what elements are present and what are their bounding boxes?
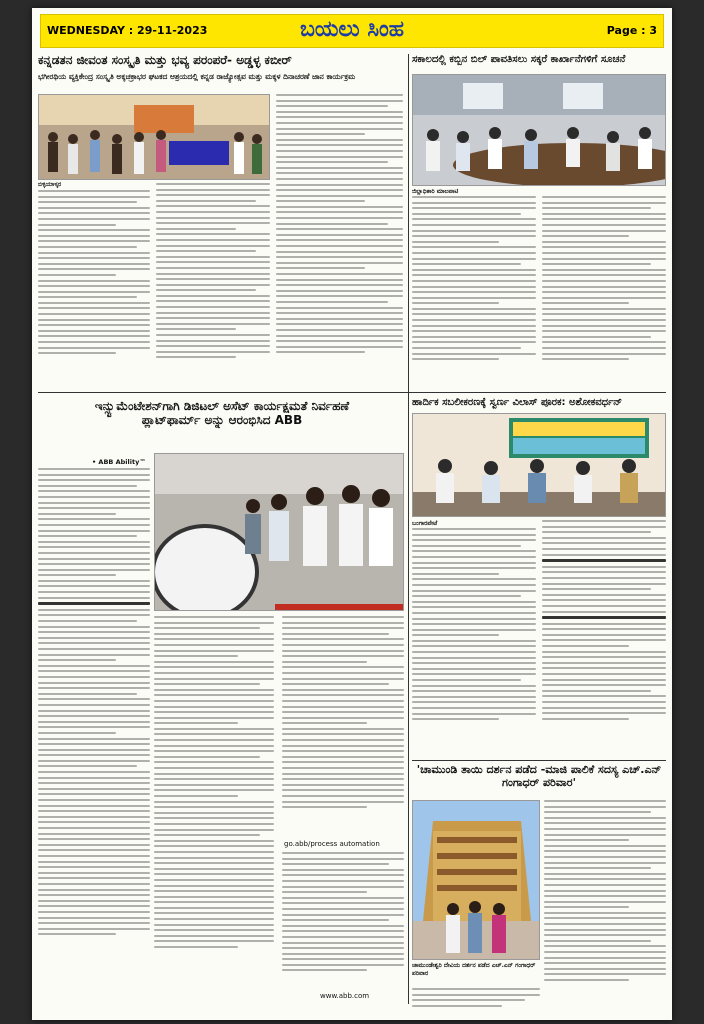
article-4-headline: ಇನ್ಸ್ಟುಮೆಂಟೇಶನ್‌ಗಾಗಿ ಡಿಜಿಟಲ್ ಅಸೆಟ್ ಕಾರ್ಯಕ್ಷಮತೆ ನಿರ್ವಹಣೆ ಪ್ಲಾಟ್‌ಫಾರ್ಮ್ ಅನ್ನು ಆರಂಭಿಸಿದ ABB [94,399,350,427]
newspaper-title: ಬಯಲು ಸಿಂಹ [299,17,405,42]
article-3-headline: ಹಾರ್ದಿಕ ಸಬಲೀಕರಣಕ್ಕೆ ಸ್ವರ್ಣ ವಿಲಾಸ್ ಪೂರಕ: ಅಶೋಕವರ್ಧನ್ [412,397,623,408]
section-rule-right [412,760,666,761]
page-number: Page : 3 [606,24,657,37]
article-2-headline: ಸಕಾಲದಲ್ಲಿ ಕಬ್ಬಿನ ಬಿಲ್ ಪಾವತಿಸಲು ಸಕ್ಕರೆ ಕಾರ್ಖಾನೆಗಳಿಗೆ ಸೂಚನೆ [412,54,626,65]
article-2-body-col-2 [542,196,666,388]
article-4-url[interactable]: www.abb.com [320,992,370,1000]
article-4-body-col-3 [282,616,404,838]
article-1-subhead: ಭಗೀರಥಿಯ ವ್ಯಕ್ತಿಕೇಂದ್ರ ಸಂಸ್ಕೃತಿ ಅಕ್ಕಚಕ್ರಾಭರ ಘಟಕದ ಆಶ್ರಯದಲ್ಲಿ ಕನ್ನಡ ರಾಜ್ಯೋತ್ಸವ ಮತ್ತು ಮಕ್ಕಳ ದಿನಾಚರಣೆ ಜಾನ ಕಾರ್ಯಕ್ರಮ [38,72,356,81]
article-1-body-col-2 [156,183,270,388]
masthead [40,14,664,48]
article-4-body-col-1 [38,468,150,998]
article-2-caption: ಜಿಲ್ಲಾಧಿಕಾರಿ ಮಾಲಪಾಟಿ [412,188,459,195]
article-3-caption: ಬಂಗಾರಪೇಟೆ [412,520,438,527]
article-4-photo [154,453,404,611]
article-5-headline: 'ಚಾಮುಂಡಿ ತಾಯಿ ದರ್ಶನ ಪಡೆದ -ಮಾಜಿ ಪಾಲಿಕೆ ಸದಸ್ಯ ಎಚ್.ಎನ್ ಗಂಗಾಧರ್ ಪರಿವಾರ' [416,763,662,789]
article-4-body-col-3b [282,852,404,992]
article-5-body-col-1 [412,988,540,1012]
article-1-photo [38,94,270,180]
article-1-body-col-1 [38,190,150,385]
column-divider [408,54,409,1004]
article-1-caption: ಬಿಳ್ಳಿಯಾಳ್ಕರ [38,181,62,188]
article-3-body-col-2 [542,520,666,756]
article-5-body-col-2 [544,800,666,1012]
article-5-caption: ಚಾಮುಂಡೇಶ್ವರಿ ದೇವಿಯ ದರ್ಶನ ಪಡೆದ ಎಚ್.ಎನ್ ಗಂಗಾಧರ್ ಪರಿವಾರ [412,962,536,977]
issue-date: WEDNESDAY : 29-11-2023 [47,24,208,37]
newspaper-page [32,8,672,1020]
article-4-url-inline[interactable]: go.abb/process automation [284,840,380,848]
article-2-photo [412,74,666,186]
article-1-headline: ಕನ್ನಡತನ ಜೀವಂತ ಸಂಸ್ಕೃತಿ ಮತ್ತು ಭವ್ಯ ಪರಂಪರೆ- ಅಡ್ಡಳ್ಳ ಕಬೀರ್ [38,53,292,67]
article-4-body-col-2 [154,616,274,996]
article-2-body-col-1 [412,196,536,388]
section-rule [38,392,666,393]
article-3-body-col-1 [412,528,536,756]
article-5-photo [412,800,540,960]
article-3-photo [412,413,666,517]
article-1-body-col-3 [276,94,403,390]
article-4-lead: • ABB Ability™ [92,458,146,466]
